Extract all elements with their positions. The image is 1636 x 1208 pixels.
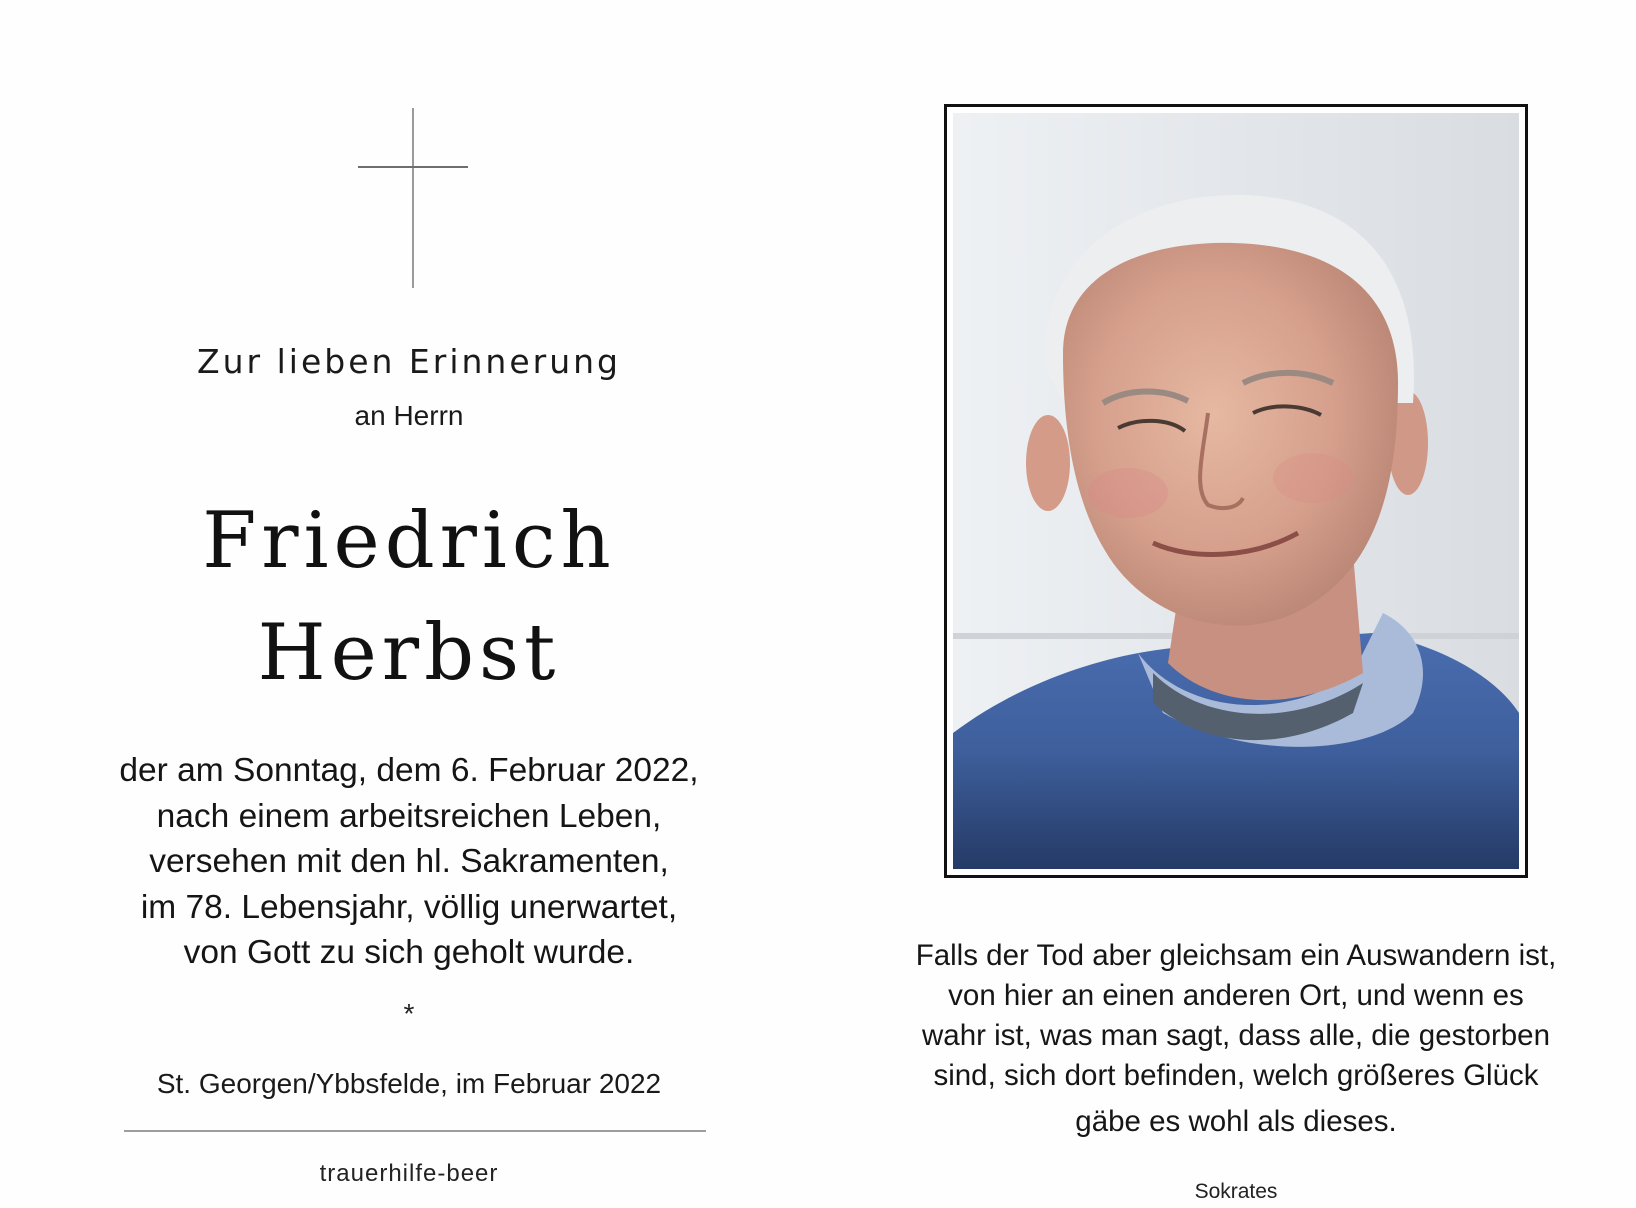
obituary-line: von Gott zu sich geholt wurde. (183, 934, 635, 971)
quote-line: wahr ist, was man sagt, dass alle, die gestorben (921, 1019, 1550, 1052)
right-panel (818, 0, 1636, 1208)
obituary-line: der am Sonntag, dem 6. Februar 2022, (119, 752, 699, 789)
quote-line: sind, sich dort befinden, welch größeres Glück (933, 1059, 1539, 1092)
publisher-name: trauerhilfe-beer (319, 1160, 499, 1187)
quote-line: gäbe es wohl als dieses. (1075, 1105, 1397, 1138)
salutation-text: an Herrn (354, 400, 464, 431)
obituary-text (40, 748, 778, 976)
deceased-first-name: Friedrich (202, 496, 616, 586)
portrait-illustration (953, 113, 1519, 869)
asterisk-separator: * (403, 998, 415, 1029)
photo-frame (944, 104, 1528, 878)
quote-line: Falls der Tod aber gleichsam ein Auswandern ist, (915, 939, 1557, 972)
divider-line (124, 1130, 706, 1132)
quote-text (878, 936, 1594, 1142)
deceased-last-name: Herbst (257, 608, 561, 698)
obituary-line: versehen mit den hl. Sakramenten, (149, 843, 669, 880)
intro-text: Zur lieben Erinnerung (197, 342, 621, 381)
obituary-line: im 78. Lebensjahr, völlig unerwartet, (140, 888, 678, 926)
place-date-text: St. Georgen/Ybbsfelde, im Februar 2022 (156, 1068, 662, 1099)
quote-line: von hier an einen anderen Ort, und wenn es (948, 979, 1524, 1012)
quote-author: Sokrates (1194, 1180, 1278, 1203)
obituary-line: nach einem arbeitsreichen Leben, (156, 797, 662, 835)
cross-icon (358, 108, 468, 288)
portrait-photo (953, 113, 1519, 869)
